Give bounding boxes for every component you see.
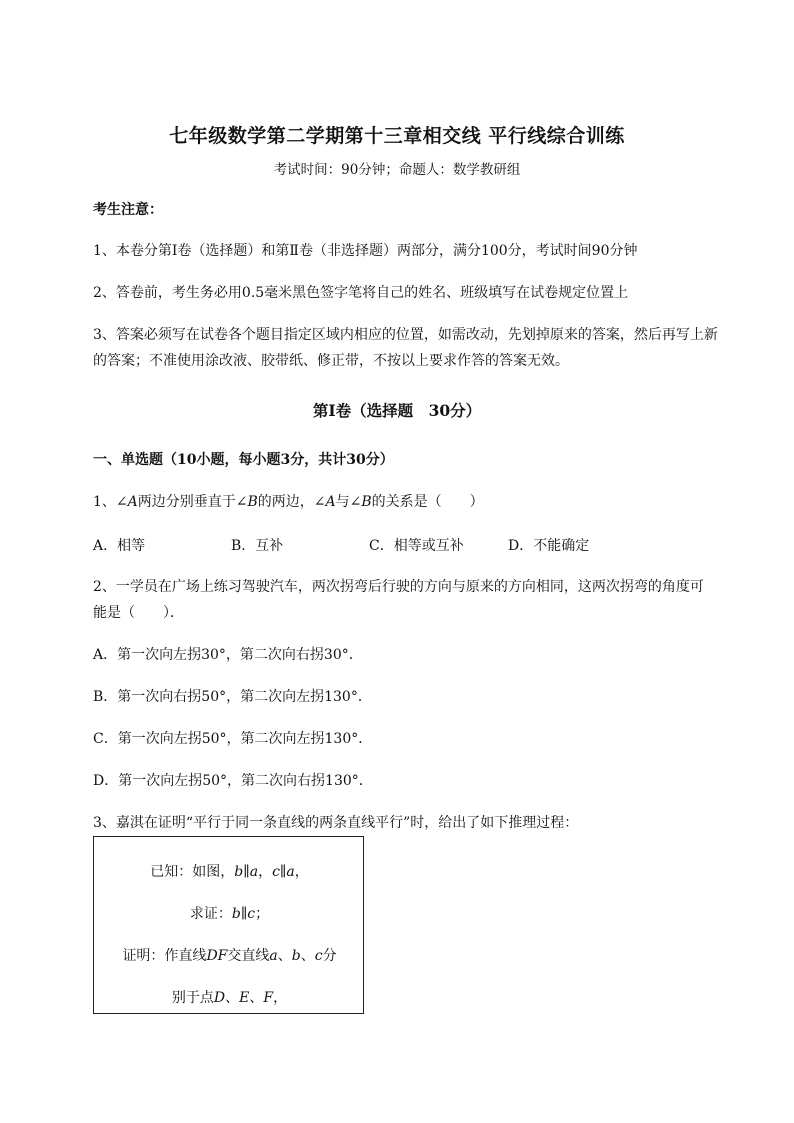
notice-heading: 考生注意： [93, 202, 163, 218]
prove-label: 求证： [189, 906, 232, 922]
question-2-stem: 2、一学员在广场上练习驾驶汽车，两次拐弯后行驶的方向与原来的方向相同，这两次拐弯的角度可 [93, 579, 704, 595]
q1-option-c[interactable]: C．相等或互补 [369, 538, 464, 554]
angle-b: ∠B [235, 494, 258, 510]
punct: 、 [300, 948, 315, 964]
page-title: 七年级数学第二学期第十三章相交线 平行线综合训练 [169, 125, 625, 147]
notice-item-2: 2、答卷前，考生务必用0.5毫米黑色签字笔将自己的姓名、班级填写在试卷规定位置上 [93, 285, 629, 301]
punct: ， [273, 990, 288, 1006]
exam-info: 考试时间：90分钟；命题人：数学教研组 [273, 162, 521, 178]
proof-text: 交直线 [227, 948, 270, 964]
point-f: F [263, 990, 274, 1006]
q2-option-b[interactable]: B．第一次向右拐50°，第二次向左拐130°． [93, 689, 372, 705]
notice-item-1: 1、本卷分第Ⅰ卷（选择题）和第Ⅱ卷（非选择题）两部分，满分100分，考试时间90分钟 [93, 243, 638, 259]
point-d: D [213, 990, 226, 1006]
punct: ， [258, 864, 273, 880]
punct: 、 [249, 990, 264, 1006]
var-b: b [234, 864, 244, 880]
punct: ， [294, 864, 309, 880]
notice-item-3: 3、答案必须写在试卷各个题目指定区域内相应的位置，如需改动，先划掉原来的答案，然后再写上新 [93, 327, 718, 343]
section-title: 第Ⅰ卷（选择题 30分） [312, 401, 482, 420]
var-a: a [249, 864, 259, 880]
var-a: a [286, 864, 295, 880]
punct: ； [255, 906, 270, 922]
q1-option-b[interactable]: B．互补 [231, 538, 284, 554]
proof-box [93, 836, 364, 1014]
proof-step-2 [94, 987, 365, 1007]
notice-item-3-cont: 的答案；不准使用涂改液、胶带纸、修正带，不按以上要求作答的答案无效。 [93, 353, 569, 369]
q1-text: 两边分别垂直于 [137, 494, 236, 510]
var-c: c [314, 948, 323, 964]
proof-text: 分 [322, 948, 337, 964]
given-label: 已知：如图， [150, 864, 235, 880]
q1-text: 的关系是（ ） [371, 494, 484, 510]
var-a: a [269, 948, 278, 964]
question-2-stem-cont: 能是（ ）． [93, 605, 184, 621]
q2-option-d[interactable]: D．第一次向左拐50°，第二次向右拐130°． [93, 773, 373, 789]
parallel-symbol: ∥ [279, 864, 287, 880]
proof-prove [94, 903, 365, 923]
question-1-stem [93, 490, 484, 514]
q2-option-a[interactable]: A．第一次向左拐30°，第二次向右拐30°． [93, 647, 363, 663]
var-b: b [231, 906, 241, 922]
question-3-stem: 3、嘉淇在证明“平行于同一条直线的两条直线平行”时，给出了如下推理过程： [93, 815, 579, 831]
proof-step-1 [94, 945, 365, 965]
line-df: DF [206, 948, 228, 964]
q2-option-c[interactable]: C．第一次向左拐50°，第二次向左拐130°． [93, 731, 373, 747]
var-c: c [272, 864, 280, 880]
proof-given [94, 861, 365, 881]
q1-option-a[interactable]: A．相等 [93, 538, 146, 554]
q1-prefix: 1、 [93, 494, 116, 510]
q1-text: 的两边， [257, 494, 314, 510]
punct: 、 [277, 948, 292, 964]
angle-a: ∠A [313, 494, 336, 510]
point-e: E [239, 990, 250, 1006]
punct: 、 [225, 990, 240, 1006]
angle-b: ∠B [349, 494, 372, 510]
angle-a: ∠A [115, 494, 138, 510]
q1-text: 与 [335, 494, 350, 510]
parallel-symbol: ∥ [243, 864, 250, 880]
var-c: c [247, 906, 256, 922]
parallel-symbol: ∥ [240, 906, 248, 922]
part-heading: 一、单选题（10小题，每小题3分，共计30分） [93, 452, 394, 468]
proof-label: 证明：作直线 [122, 948, 207, 964]
q1-option-d[interactable]: D．不能确定 [508, 538, 590, 554]
var-b: b [291, 948, 301, 964]
proof-text: 别于点 [171, 990, 214, 1006]
